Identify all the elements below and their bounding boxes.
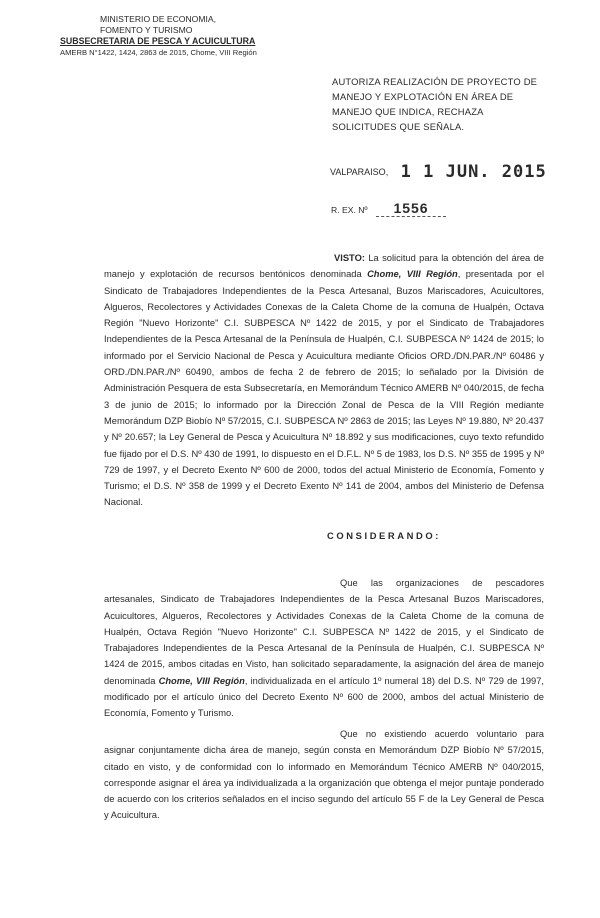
date-stamp: 1 1 JUN. 2015 [400, 162, 547, 182]
visto-text-1: La solicitud para la obtención del área de manejo y explotación de recursos bentónicos denominada [104, 253, 544, 280]
letterhead [60, 14, 300, 58]
resolution-number [331, 200, 446, 218]
considerando-1-text-1: Que las organizaciones de pescadores artesanales, Sindicato de Trabajadores Independientes de la Pesca Artesanal Buzos Mariscadores, Acuicultores, Algueros, Recolectores y Actividades Conexas de la Caleta Chome de la comuna de Hualpén, Octava Región "Nuevo Horizonte" C.I. SUBPESCA Nº 1422 de 2015, y el Sindicato de Trabajadores Independientes de la Pesca Artesanal de la Península de Hualpén, C.I. SUBPESCA Nº 1424 de 2015, ambos citadas en Visto, han solicitado separadamente, la asignación del área de manejo denominada [104, 578, 544, 686]
considerando-1-area-name: Chome, VIII Región [158, 675, 245, 686]
visto-text-2: , presentada por el Sindicato de Trabajadores Independientes de la Pesca Artesanal, Buzos Mariscadores, Acuicultores, Algueros, Recolectores y Actividades Conexas de la Caleta Chome de la comuna de Hualpén, Octava Región "Nuevo Horizonte" C.I. SUBPESCA Nº 1422 de 2015, y por el Sindicato de Trabajadores Independientes de la Pesca Artesanal de la Península de Hualpén, C.I. SUBPESCA Nº 1424 de 2015; lo informado por el Servicio Nacional de Pesca y Acuicultura mediante Oficios ORD./DN.PAR./Nº 60486 y ORD./DN.PAR./Nº 60490, ambos de fecha 2 de febrero de 2015; lo señalado por la División de Administración Pesquera de esta Subsecretaría, en Memorándum Técnico AMERB Nº 040/2015, de fecha 3 de junio de 2015; lo informado por la Dirección Zonal de Pesca de la VIII Región mediante Memorándum DZP Biobío Nº 57/2015, C.I. SUBPESCA Nº 2863 de 2015; las Leyes Nº 19.880, Nº 20.437 y Nº 20.657; la Ley General de Pesca y Acuicultura Nº 18.892 y sus modificaciones, cuyo texto refundido fue fijado por el D.S. Nº 430 de 1991, lo dispuesto en el D.F.L. Nº 5 de 1983, los D.S. Nº 355 de 1995 y Nº 729 de 1997, y el Decreto Exento Nº 600 de 2000, todos del actual Ministerio de Economía, Fomento y Turismo; el D.S. Nº 358 de 1999 y el Decreto Exento Nº 141 de 2004, ambos del Ministerio de Defensa Nacional. [104, 269, 545, 508]
resolution-subject: AUTORIZA REALIZACIÓN DE PROYECTO DE MANEJO Y EXPLOTACIÓN EN ÁREA DE MANEJO QUE INDICA, RECHAZA SOLICITUDES QUE SEÑALA. [332, 76, 538, 132]
ministry-line-1: MINISTERIO DE ECONOMIA, [100, 14, 217, 24]
ministry-line-2: FOMENTO Y TURISMO [100, 25, 193, 35]
considerando-paragraph-1 [104, 575, 544, 722]
dateline [330, 162, 547, 182]
city: VALPARAISO, [330, 167, 389, 177]
visto-area-name: Chome, VIII Región [367, 269, 458, 280]
resolution-number-value: 1556 [376, 200, 446, 217]
resolution-label: R. EX. Nº [331, 205, 368, 215]
subsecretaria-name: SUBSECRETARIA DE PESCA Y ACUICULTURA [60, 36, 256, 46]
considerando-paragraph-2 [104, 726, 544, 824]
considerando-heading: CONSIDERANDO: [327, 530, 442, 541]
considerando-1-text-2: , individualizada en el artículo 1º numeral 18) del D.S. Nº 729 de 1997, modificado por el artículo único del Decreto Exento Nº 600 de 2000, ambos del actual Ministerio de Economía, Fomento y Turismo. [104, 675, 545, 719]
reference-line: AMERB N°1422, 1424, 2863 de 2015, Chome, VIII Región [60, 48, 257, 57]
visto-heading: VISTO: [334, 253, 365, 263]
visto-paragraph [104, 250, 544, 511]
considerando-2-text: Que no existiendo acuerdo voluntario para asignar conjuntamente dicha área de manejo, según consta en Memorándum DZP Biobío Nº 57/2015, citado en visto, y de conformidad con lo informado en Memorándum Técnico AMERB Nº 040/2015, corresponde asignar el área ya individualizada a la organización que obtenga el mejor puntaje ponderado de acuerdo con los criterios señalados en el inciso segundo del artículo 55 F de la Ley General de Pesca y Acuicultura. [104, 729, 544, 821]
